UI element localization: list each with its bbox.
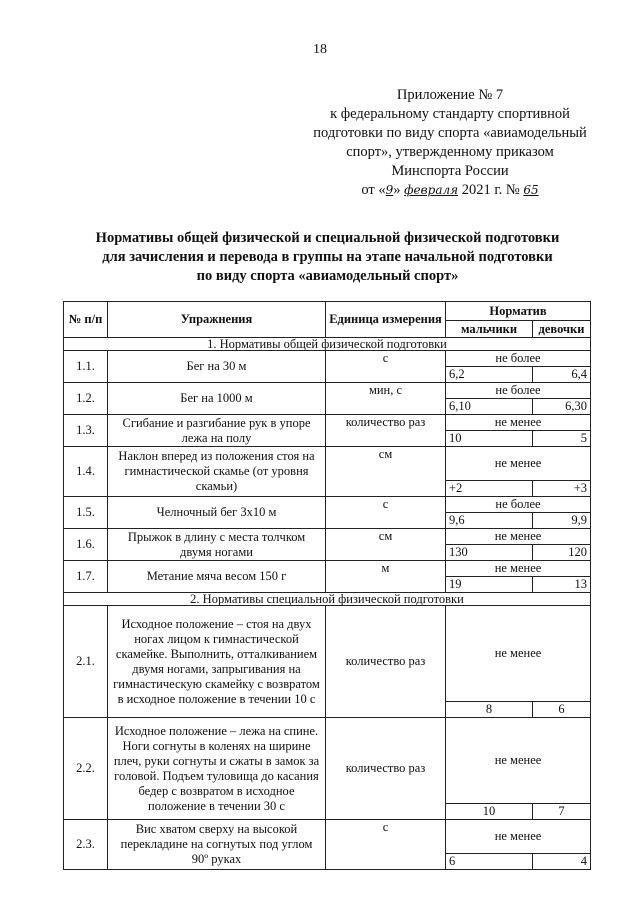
- table-row: [64, 561, 591, 577]
- exercise-name: Наклон вперед из положения стоя на гимнастической скамье (от уровня скамьи): [108, 447, 326, 497]
- appendix-date: [300, 181, 600, 200]
- page-number: 18: [313, 42, 327, 57]
- norm-condition: не более: [446, 351, 591, 367]
- norm-condition: не менее: [446, 415, 591, 431]
- norm-condition: не более: [446, 497, 591, 513]
- table-row: [64, 606, 591, 702]
- norm-condition: не менее: [446, 820, 591, 854]
- girls-value: 6: [533, 702, 591, 718]
- exercise-name: Бег на 30 м: [108, 351, 326, 383]
- row-number: 1.7.: [64, 561, 108, 593]
- title-line: для зачисления и перевода в группы на этапе начальной подготовки: [102, 249, 553, 265]
- girls-value: 7: [533, 804, 591, 820]
- unit: см: [326, 447, 446, 497]
- unit: мин, с: [326, 383, 446, 415]
- header-num: № п/п: [64, 302, 108, 338]
- girls-value: +3: [533, 481, 591, 497]
- unit: с: [326, 351, 446, 383]
- table-row: [64, 820, 591, 854]
- exercise-name: Прыжок в длину с места толчком двумя ногами: [108, 529, 326, 561]
- exercise-name: Бег на 1000 м: [108, 383, 326, 415]
- section-title: 2. Нормативы специальной физической подготовки: [64, 593, 591, 606]
- date-year: 2021 г. №: [461, 182, 520, 198]
- header-exercise: Упражнения: [108, 302, 326, 338]
- row-number: 1.5.: [64, 497, 108, 529]
- date-prefix: от «: [361, 182, 386, 198]
- table-row: [64, 447, 591, 481]
- girls-value: 120: [533, 545, 591, 561]
- appendix-header: [300, 86, 600, 200]
- table-row: [64, 351, 591, 367]
- norm-condition: не менее: [446, 447, 591, 481]
- boys-value: +2: [446, 481, 533, 497]
- girls-value: 6,4: [533, 367, 591, 383]
- handwritten-month: февраля: [404, 183, 459, 197]
- norm-condition: не менее: [446, 529, 591, 545]
- unit: с: [326, 497, 446, 529]
- row-number: 1.2.: [64, 383, 108, 415]
- section-title: 1. Нормативы общей физической подготовки: [64, 338, 591, 351]
- appendix-line: Приложение № 7: [396, 87, 504, 103]
- section-row: [64, 338, 591, 351]
- table-row: [64, 497, 591, 513]
- title-line: по виду спорта «авиамодельный спорт»: [196, 268, 459, 284]
- header-boys: мальчики: [446, 321, 533, 338]
- handwritten-day: 9: [385, 183, 394, 197]
- boys-value: 6,2: [446, 367, 533, 383]
- appendix-line: подготовки по виду спорта «авиамодельный: [313, 125, 587, 141]
- row-number: 1.3.: [64, 415, 108, 447]
- girls-value: 9,9: [533, 513, 591, 529]
- norm-condition: не менее: [446, 718, 591, 804]
- document-title: [60, 229, 595, 286]
- row-number: 2.1.: [64, 606, 108, 718]
- girls-value: 4: [533, 854, 591, 870]
- unit: количество раз: [326, 606, 446, 718]
- header-girls: девочки: [533, 321, 591, 338]
- boys-value: 9,6: [446, 513, 533, 529]
- boys-value: 10: [446, 431, 533, 447]
- exercise-name: Исходное положение – стоя на двух ногах лицом к гимнастической скамейке. Выполнить, отталкиванием двумя ногами, запрыгивания на гимнастическую скамейку с возвратом в исходное положение в течении 10 с: [108, 606, 326, 718]
- handwritten-number: 65: [523, 183, 539, 197]
- appendix-line: к федеральному стандарту спортивной: [330, 106, 570, 122]
- header-unit: Единица измерения: [326, 302, 446, 338]
- date-mid: »: [393, 182, 401, 198]
- boys-value: 19: [446, 577, 533, 593]
- boys-value: 130: [446, 545, 533, 561]
- title-line: Нормативы общей физической и специальной физической подготовки: [95, 230, 560, 246]
- section-row: [64, 593, 591, 606]
- norms-table: [63, 301, 591, 870]
- row-number: 1.1.: [64, 351, 108, 383]
- norm-condition: не более: [446, 383, 591, 399]
- boys-value: 6,10: [446, 399, 533, 415]
- unit: с: [326, 820, 446, 870]
- girls-value: 6,30: [533, 399, 591, 415]
- unit: количество раз: [326, 718, 446, 820]
- header-norm: Норматив: [446, 302, 591, 321]
- row-number: 2.3.: [64, 820, 108, 870]
- girls-value: 13: [533, 577, 591, 593]
- exercise-name: Исходное положение – лежа на спине. Ноги согнуты в коленях на ширине плеч, руки согнуты и сжаты в замок за головой. Подъем туловища до касания бедер с возвратом в исходное положение в течении 30 с: [108, 718, 326, 820]
- table-row: [64, 529, 591, 545]
- table-row: [64, 718, 591, 804]
- boys-value: 6: [446, 854, 533, 870]
- table-row: [64, 383, 591, 399]
- norm-condition: не менее: [446, 561, 591, 577]
- exercise-name: Сгибание и разгибание рук в упоре лежа на полу: [108, 415, 326, 447]
- exercise-name: Метание мяча весом 150 г: [108, 561, 326, 593]
- unit: количество раз: [326, 415, 446, 447]
- row-number: 1.4.: [64, 447, 108, 497]
- norm-condition: не менее: [446, 606, 591, 702]
- boys-value: 8: [446, 702, 533, 718]
- appendix-line: спорт», утвержденному приказом: [346, 144, 554, 160]
- girls-value: 5: [533, 431, 591, 447]
- unit: см: [326, 529, 446, 561]
- boys-value: 10: [446, 804, 533, 820]
- table-row: [64, 415, 591, 431]
- exercise-name: Вис хватом сверху на высокой перекладине на согнутых под углом 90º руках: [108, 820, 326, 870]
- row-number: 2.2.: [64, 718, 108, 820]
- row-number: 1.6.: [64, 529, 108, 561]
- appendix-line: Минспорта России: [391, 163, 509, 179]
- exercise-name: Челночный бег 3х10 м: [108, 497, 326, 529]
- unit: м: [326, 561, 446, 593]
